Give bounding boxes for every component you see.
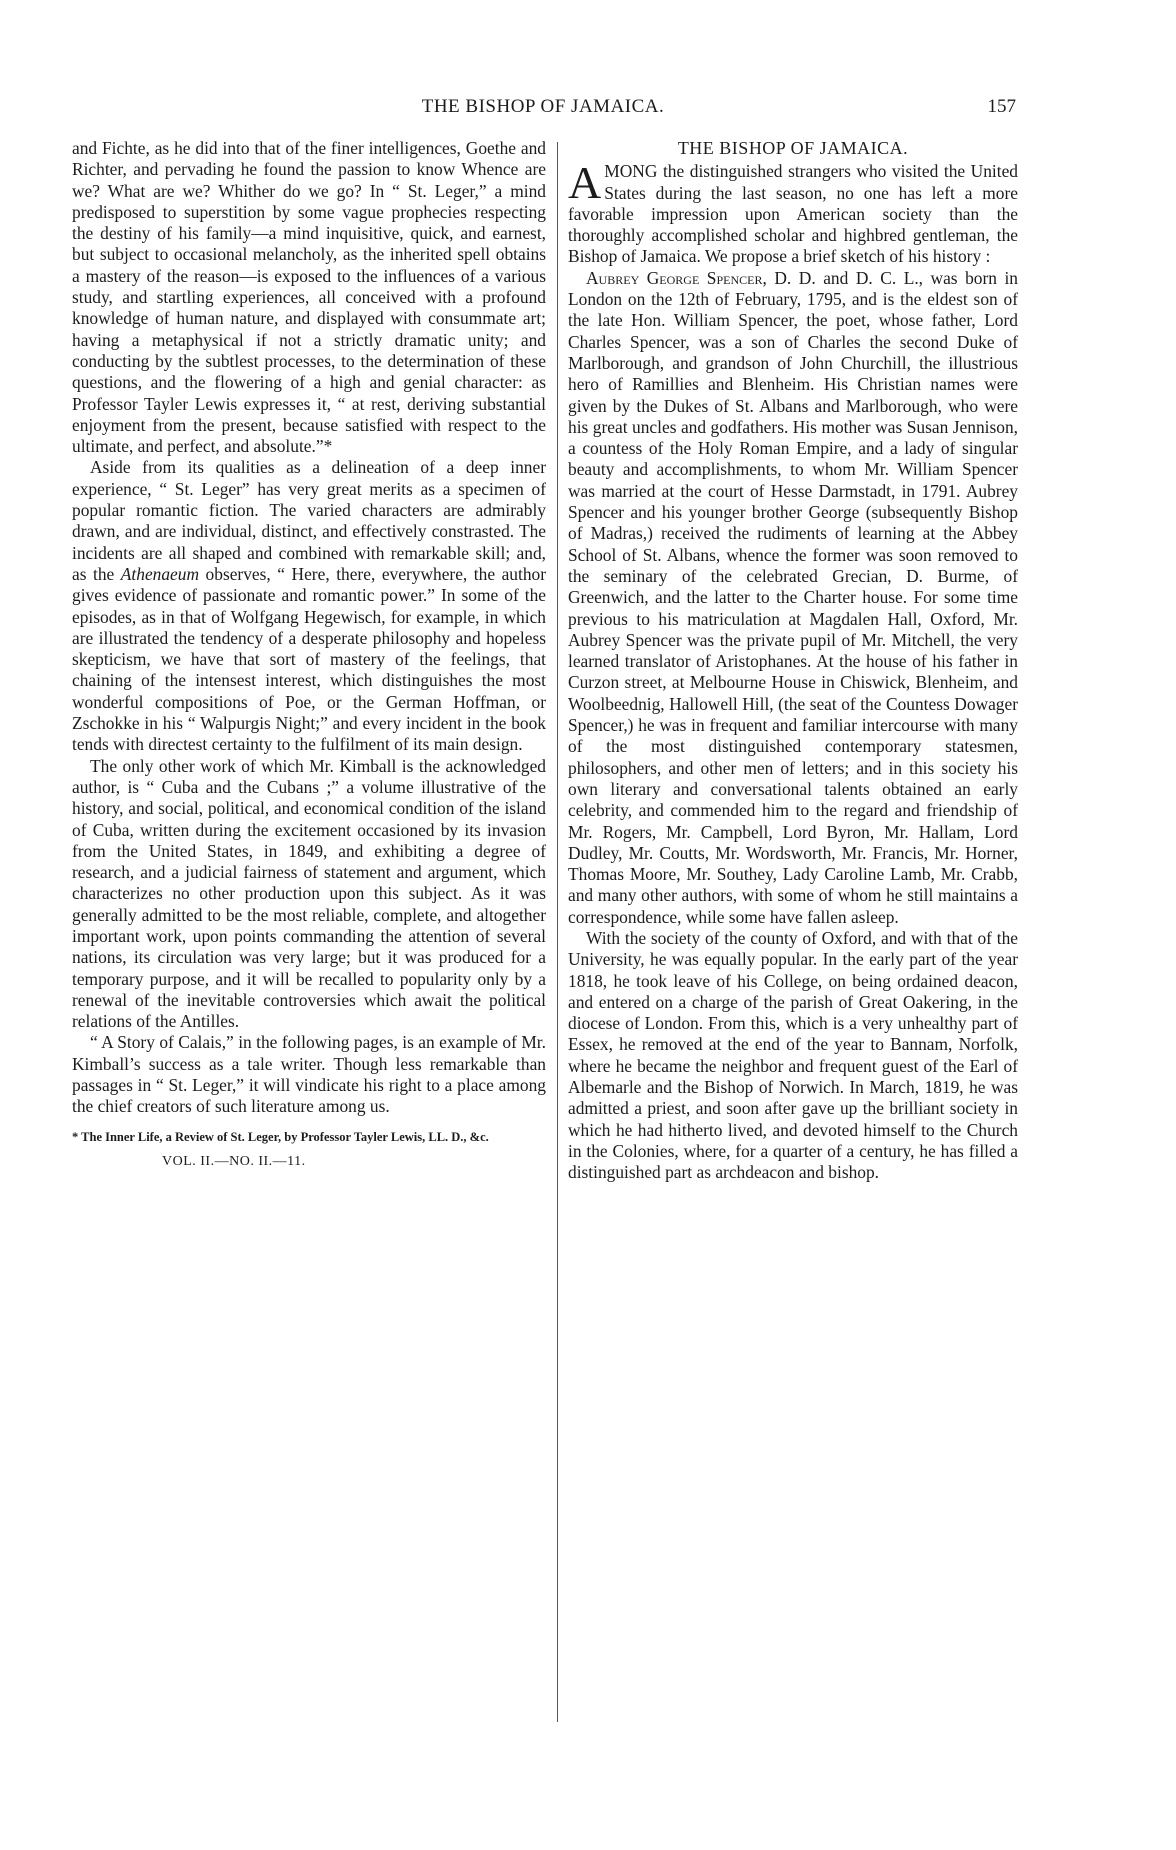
drop-cap: A: [568, 157, 602, 209]
right-paragraph-1-text: , D. D. and D. C. L., was born in London on the 12th of February, 1795, and is the eldest son of the late Hon. William Spencer, the poet, whose father, Lord Charles Spencer, was a son of Charles the second Duke of Marlborough, and grandson of John Churchill, the illustrious hero of Ramillies and Blenheim. His Christian names were given by the Dukes of St. Albans and Marlborough, who were his great uncles and godfathers. His mother was Susan Jennison, a countess of the Holy Roman Empire, and a lady of singular beauty and accomplishments, to whom Mr. William Spencer was married at the court of Hesse Darmstadt, in 1791. Aubrey Spencer and his younger brother George (subsequently Bishop of Madras,) received the rudiments of learning at the Abbey School of St. Albans, whence the former was soon removed to the seminary of the celebrated Grecian, D. Burme, of Greenwich, and the latter to the Charter house. For some time previous to his matriculation at Magdalen Hall, Oxford, Mr. Aubrey Spencer was the private pupil of Mr. Mitchell, the very learned translator of Aristophanes. At the house of his father in Curzon street, at Melbourne House in Chiswick, Blenheim, and Woolbeednig, Hallowell Hill, (the seat of the Countess Dowager Spencer,) he was in frequent and familiar intercourse with many of the most distinguished contemporary statesmen, philosophers, and other men of letters; and in this society his own literary and conversational talents obtained an early celebrity, and commended him to the regard and friendship of Mr. Rogers, Mr. Campbell, Lord Byron, Mr. Hallam, Lord Dudley, Mr. Coutts, Mr. Wordsworth, Mr. Francis, Mr. Horner, Thomas Moore, Mr. Southey, Lady Caroline Lamb, Mr. Crabb, and many other authors, with some of whom he still maintains a correspondence, while some have fallen asleep.: [568, 267, 1018, 927]
left-paragraph-4: “ A Story of Calais,” in the following pages, is an example of Mr. Kimball’s success as a tale writer. Though less remarkable than passages in “ St. Leger,” it will vindicate his right to a place among the chief creators of such literature among us.: [72, 1032, 546, 1117]
left-paragraph-2-text-a: Aside from its qualities as a delineation of a deep inner experience, “ St. Leger” has very great merits as a specimen of popular romantic fiction. The varied characters are admirably drawn, and are individual, distinct, and effectively constrasted. The incidents are all shaped and combined with remarkable skill; and, as the: [72, 457, 546, 584]
left-paragraph-1: and Fichte, as he did into that of the finer intelligences, Goethe and Richter, and pervading he found the passion to know Whence are we? What are we? Whither do we go? In “ St. Leger,” a mind predisposed to superstition by some vague prophecies respecting the destiny of his family—a mind inquisitive, quick, and earnest, but subject to occasional melancholy, as the inherited spell obtains a mastery of the reason—is exposed to the influences of a various study, and startling experiences, all conceived with a profound knowledge of human nature, and displayed with consummate art; having a metaphysical if not a strictly dramatic unity; and conducting by the subtlest processes, to the determination of these questions, and the flowering of a high and genial character: as Professor Tayler Lewis expresses it, “ at rest, deriving substantial enjoyment from the present, because satisfied with respect to the ultimate, and perfect, and absolute.”*: [72, 138, 546, 457]
left-paragraph-3: The only other work of which Mr. Kimball is the acknowledged author, is “ Cuba and the Cubans ;” a volume illustrative of the history, and social, political, and economical condition of the island of Cuba, written during the excitement occasioned by its invasion from the United States, in 1849, and exhibiting a degree of research, and a judicial fairness of statement and argument, which characterizes no other production upon this subject. As it was generally admitted to be the most reliable, complete, and altogether important work, upon points commanding the attention of several nations, its circulation was very large; but it was produced for a temporary purpose, and it will be recalled to popularity only by a renewal of the inevitable controversies which await the political relations of the Antilles.: [72, 755, 546, 1032]
section-title: THE BISHOP OF JAMAICA.: [677, 138, 909, 158]
page-number: 157: [987, 96, 1016, 117]
athenaeum-title: Athenaeum: [120, 563, 200, 584]
bishop-name: Aubrey George Spencer: [586, 267, 763, 288]
volume-signature: VOL. II.—NO. II.—11.: [162, 1153, 306, 1169]
footnote: * The Inner Life, a Review of St. Leger, by Professor Tayler Lewis, LL. D., &c.: [72, 1129, 489, 1144]
left-column: [72, 138, 546, 1172]
running-title: THE BISHOP OF JAMAICA.: [421, 96, 665, 117]
intro-paragraph: [568, 157, 1018, 267]
intro-text: MONG the distinguished strangers who visited the United States during the last season, no one has left a more favorable impression upon American society than the thoroughly accomplished scholar and highbred gentleman, the Bishop of Jamaica. We propose a brief sketch of his history :: [568, 161, 1018, 267]
right-paragraph-1: [568, 268, 1018, 928]
left-paragraph-2-text-b: observes, “ Here, there, everywhere, the author gives evidence of passionate and romantic power.” In some of the episodes, as in that of Wolfgang Hegewisch, for example, in which are illustrated the tendency of a desperate philosophy and hopeless skepticism, we have that sort of mastery of the feelings, that chaining of the intensest interest, which distinguishes the most wonderful compositions of Poe, or the German Hoffman, or Zschokke in his “ Walpurgis Night;” and every incident in the book tends with directest certainty to the fulfilment of its main design.: [72, 563, 546, 755]
right-column: [568, 138, 1018, 1184]
right-paragraph-2: With the society of the county of Oxford, and with that of the University, he was equally popular. In the early part of the year 1818, he took leave of his College, on being ordained deacon, and entered on a charge of the parish of Great Oakering, in the diocese of London. From this, which is a very unhealthy part of Essex, he removed at the end of the year to Bannam, Norfolk, where he became the neighbor and frequent guest of the Earl of Albemarle and the Bishop of Norwich. In March, 1819, he was admitted a priest, and soon after gave up the brilliant society in which he had hitherto lived, and devoted himself to the Church in the Colonies, where, for a quarter of a century, he has filled a distinguished part as archdeacon and bishop.: [568, 927, 1018, 1183]
column-divider: [557, 142, 558, 1722]
running-head: [70, 96, 1016, 126]
left-paragraph-2: [72, 457, 546, 755]
